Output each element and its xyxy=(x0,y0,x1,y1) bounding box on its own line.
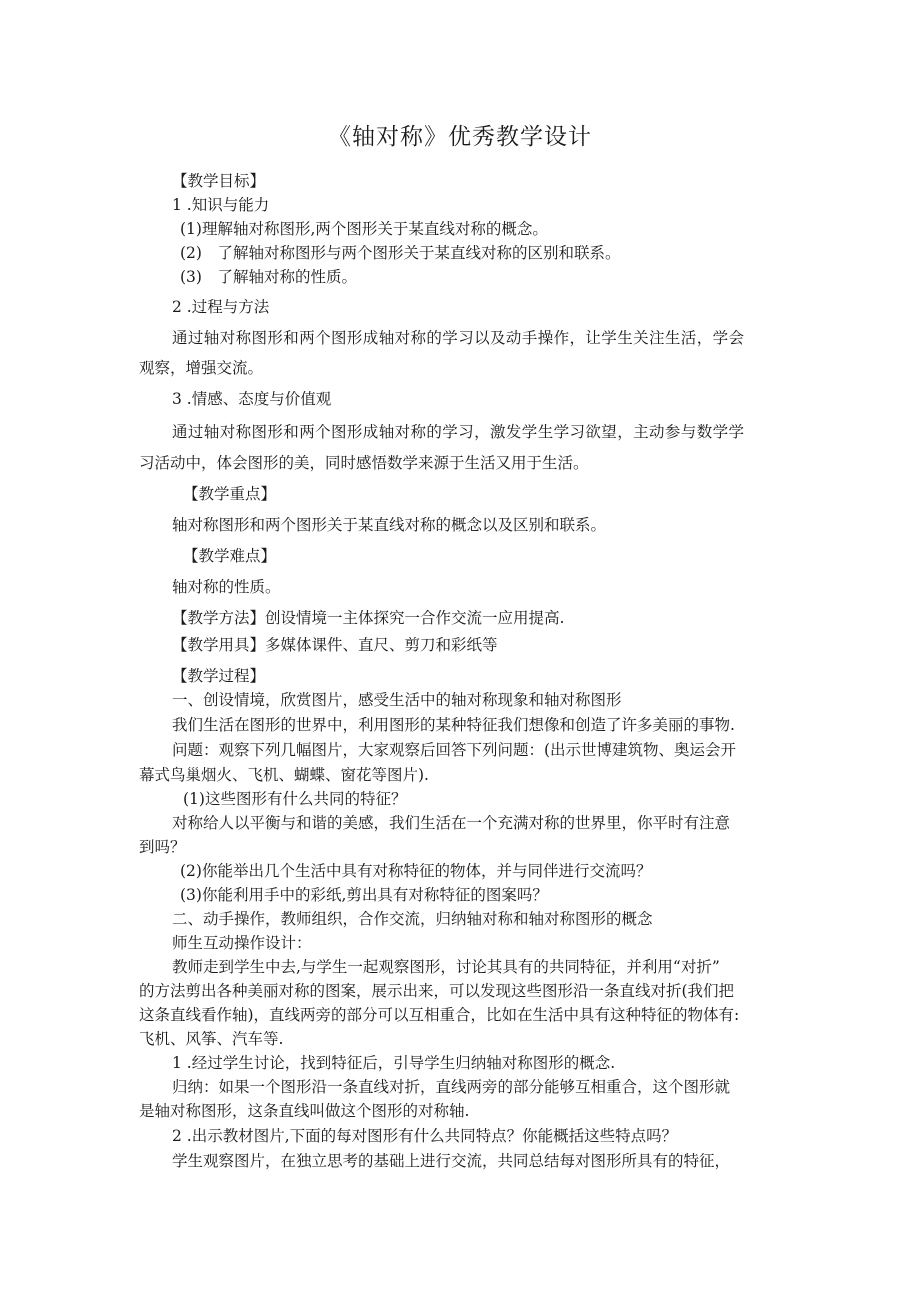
text-line: 轴对称的性质。 xyxy=(172,578,281,596)
section-heading-methods: 【教学方法】创设情境一主体探究一合作交流一应用提高. xyxy=(172,609,565,627)
text-line: 幕式鸟巢烟火、飞机、蝴蝶、窗花等图片). xyxy=(139,766,429,784)
section-heading-key-points: 【教学重点】 xyxy=(183,485,277,503)
text-line: 对称给人以平衡与和谐的美感，我们生活在一个充满对称的世界里，你平时有注意 xyxy=(172,814,731,832)
text-line: (1)这些图形有什么共同的特征？ xyxy=(183,790,407,808)
text-line: 通过轴对称图形和两个图形成轴对称的学习以及动手操作，让学生关注生活，学会 xyxy=(172,329,745,347)
text-line: 的方法剪出各种美丽对称的图案，展示出来，可以发现这些图形沿一条直线对折(我们把 xyxy=(139,982,735,1000)
text-line: 教师走到学生中去,与学生一起观察图形，讨论其具有的共同特征，并利用“对折” xyxy=(172,958,720,976)
text-line: 飞机、风筝、汽车等. xyxy=(139,1030,284,1048)
text-line: 师生互动操作设计： xyxy=(172,934,312,952)
text-line: 我们生活在图形的世界中，利用图形的某种特征我们想像和创造了许多美丽的事物. xyxy=(172,716,735,734)
subheading-process: 2 .过程与方法 xyxy=(172,298,270,316)
text-line: 通过轴对称图形和两个图形成轴对称的学习，激发学生学习欲望，主动参与数学学 xyxy=(172,423,745,441)
section-heading-process: 【教学过程】 xyxy=(172,667,266,685)
text-line: 观察，增强交流。 xyxy=(139,359,264,377)
section-heading-difficulties: 【教学难点】 xyxy=(183,547,277,565)
text-line: (3) 了解轴对称的性质。 xyxy=(180,268,357,286)
text-line: 到吗？ xyxy=(139,838,186,856)
text-line: 习活动中，体会图形的美，同时感悟数学来源于生活又用于生活。 xyxy=(139,454,589,472)
text-line: 问题：观察下列几幅图片，大家观察后回答下列问题：(出示世博建筑物、奥运会开 xyxy=(172,741,737,759)
section-heading-tools: 【教学用具】多媒体课件、直尺、剪刀和彩纸等 xyxy=(172,636,498,654)
document-title: 《轴对称》优秀教学设计 xyxy=(328,124,592,150)
text-line: 二、动手操作，教师组织，合作交流，归纳轴对称和轴对称图形的概念 xyxy=(172,910,653,928)
subheading-knowledge: 1 .知识与能力 xyxy=(172,196,270,214)
text-line: 这条直线看作轴)，直线两旁的部分可以互相重合，比如在生活中具有这种特征的物体有: xyxy=(139,1006,740,1024)
section-heading-objectives: 【教学目标】 xyxy=(172,172,266,190)
text-line: 归纳：如果一个图形沿一条直线对折，直线两旁的部分能够互相重合，这个图形就 xyxy=(172,1078,731,1096)
subheading-emotion: 3 .情感、态度与价值观 xyxy=(172,390,332,408)
text-line: (3)你能利用手中的彩纸,剪出具有对称特征的图案吗？ xyxy=(180,886,548,904)
text-line: (2)你能举出几个生活中具有对称特征的物体，并与同伴进行交流吗？ xyxy=(180,862,652,880)
text-line: 一、创设情境，欣赏图片，感受生活中的轴对称现象和轴对称图形 xyxy=(172,691,622,709)
text-line: 轴对称图形和两个图形关于某直线对称的概念以及区别和联系。 xyxy=(172,516,607,534)
text-line: 1 .经过学生讨论，找到特征后，引导学生归纳轴对称图形的概念. xyxy=(172,1054,616,1072)
text-line: (1)理解轴对称图形,两个图形关于某直线对称的概念。 xyxy=(180,220,548,238)
text-line: 是轴对称图形，这条直线叫做这个图形的对称轴. xyxy=(139,1102,470,1120)
text-line: (2) 了解轴对称图形与两个图形关于某直线对称的区别和联系。 xyxy=(180,244,621,262)
text-line: 学生观察图片，在独立思考的基础上进行交流，共同总结每对图形所具有的特征， xyxy=(172,1152,731,1170)
text-line: 2 .出示教材图片,下面的每对图形有什么共同特点？你能概括这些特点吗？ xyxy=(172,1127,678,1145)
